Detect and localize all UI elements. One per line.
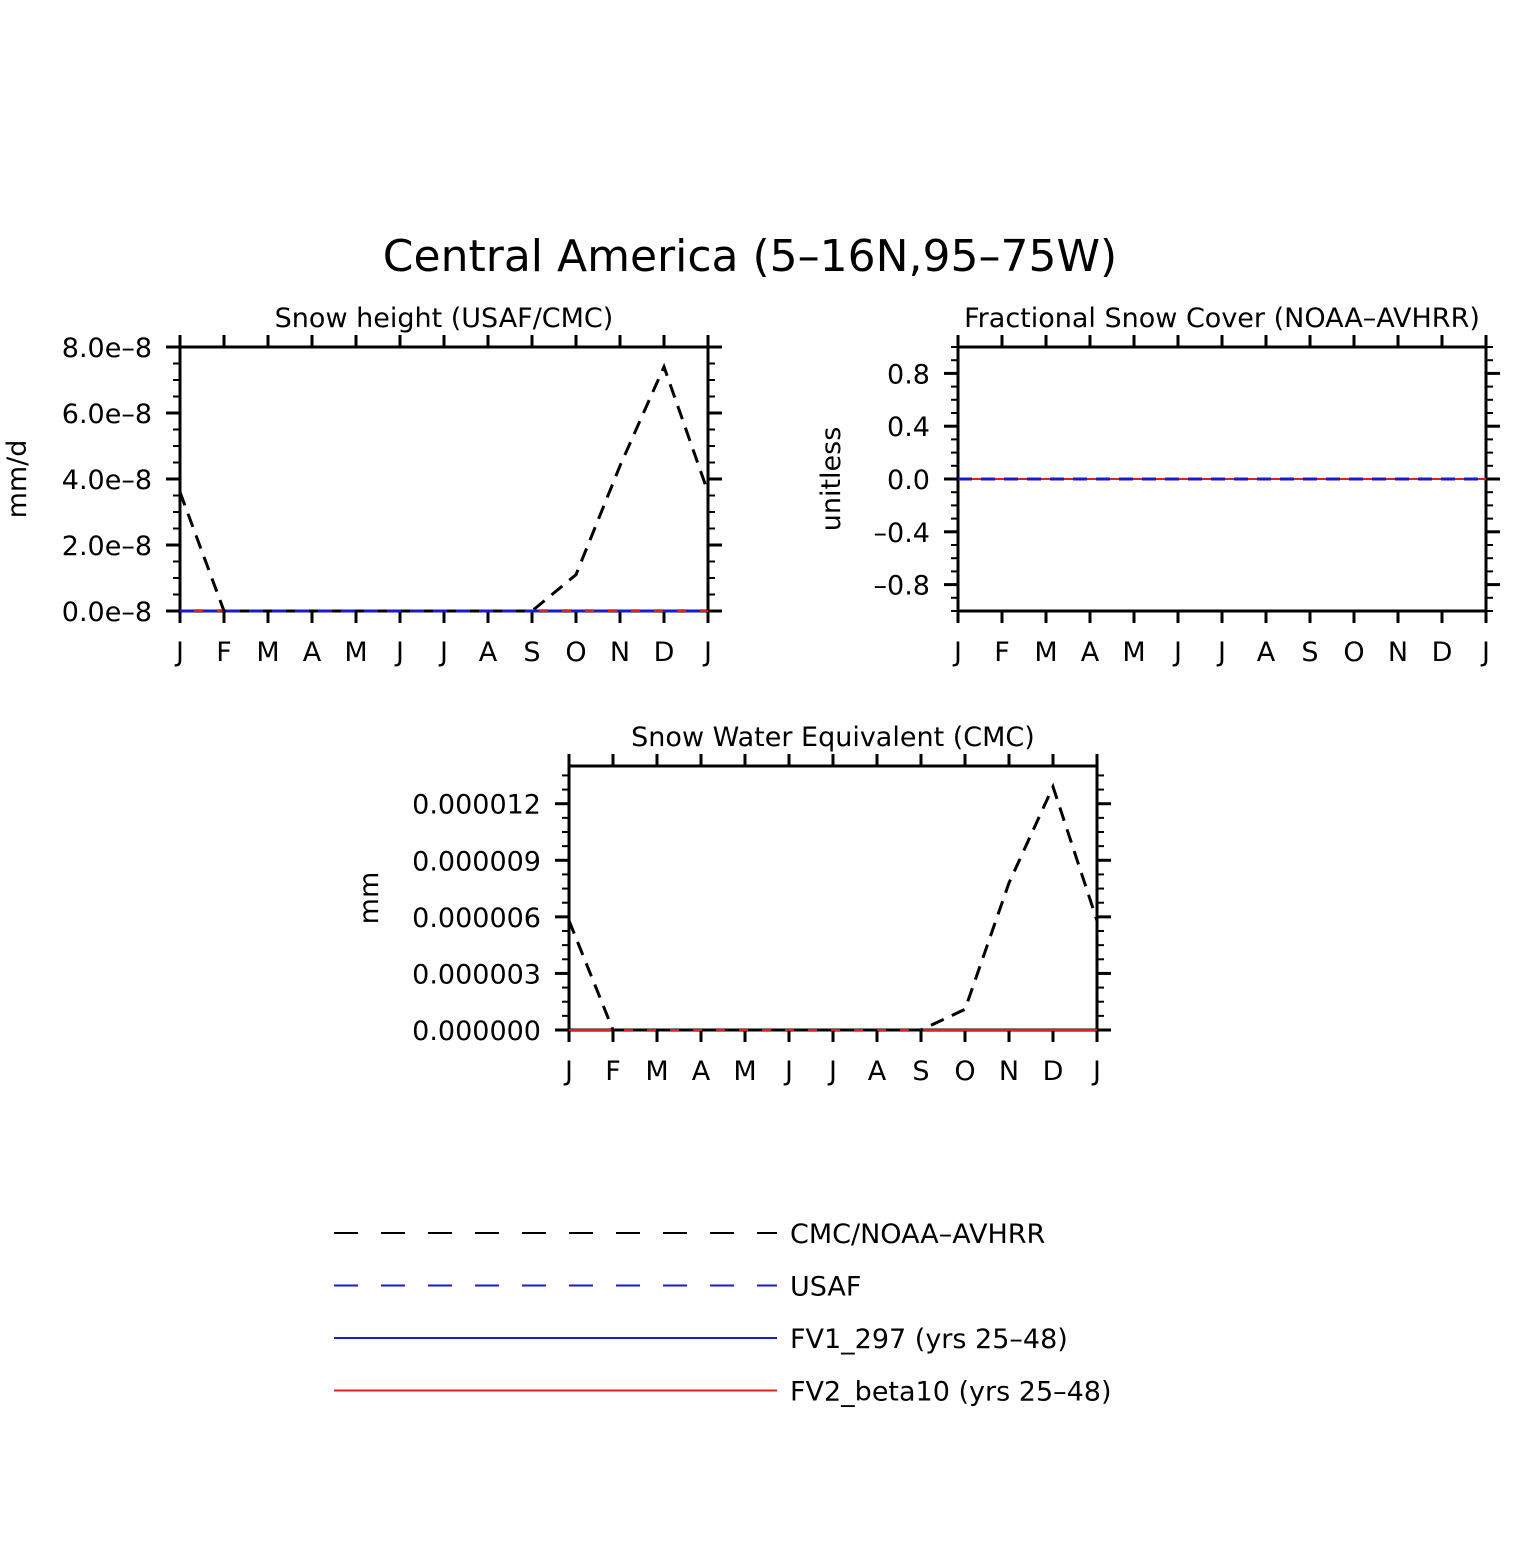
x-tick-label: J [1174, 637, 1182, 668]
y-tick-label: 0.000003 [412, 959, 541, 991]
x-tick-label: A [691, 1056, 711, 1087]
legend [334, 1219, 1112, 1408]
plot-frame [569, 766, 1097, 1030]
x-tick-label: O [954, 1056, 976, 1087]
y-tick-label: 4.0e–8 [61, 465, 152, 496]
legend-label: FV1_297 (yrs 25–48) [790, 1324, 1068, 1355]
x-tick-label: A [1080, 637, 1100, 668]
x-tick-label: J [954, 637, 962, 668]
y-tick-label: –0.4 [873, 517, 930, 549]
x-tick-label: F [605, 1056, 621, 1087]
legend-item [334, 1324, 1068, 1355]
x-tick-label: O [565, 637, 587, 668]
x-tick-label: N [609, 637, 631, 668]
x-tick-label: M [344, 637, 368, 668]
x-tick-label: S [912, 1056, 930, 1087]
x-tick-label: M [1122, 637, 1146, 668]
x-tick-label: D [1431, 637, 1453, 668]
x-tick-label: J [1482, 637, 1490, 668]
y-tick-label: 0.000012 [412, 789, 541, 821]
x-tick-label: N [1387, 637, 1409, 668]
x-tick-label: M [645, 1056, 669, 1087]
legend-label: FV2_beta10 (yrs 25–48) [790, 1376, 1112, 1408]
y-tick-label: 6.0e–8 [61, 399, 152, 430]
y-tick-label: 0.8 [887, 359, 930, 391]
legend-label: CMC/NOAA–AVHRR [790, 1219, 1046, 1250]
x-tick-label: M [1034, 637, 1058, 668]
figure-title: Central America (5–16N,95–75W) [382, 231, 1118, 282]
x-tick-label: J [396, 637, 404, 668]
x-tick-label: N [998, 1056, 1020, 1087]
series-line-cmc-noaa-avhrr [569, 787, 1097, 1030]
panel-title: Snow Water Equivalent (CMC) [631, 722, 1035, 753]
x-tick-label: A [1256, 637, 1276, 668]
y-tick-label: –0.8 [873, 570, 930, 602]
y-tick-label: 0.000009 [412, 846, 541, 878]
y-axis-label: unitless [816, 426, 847, 532]
x-tick-label: A [867, 1056, 887, 1087]
x-tick-label: O [1343, 637, 1365, 668]
x-tick-label: F [994, 637, 1010, 668]
x-tick-label: J [1218, 637, 1226, 668]
x-tick-label: M [256, 637, 280, 668]
x-tick-label: J [704, 637, 712, 668]
x-tick-label: S [523, 637, 541, 668]
x-tick-label: J [176, 637, 184, 668]
y-tick-label: 8.0e–8 [61, 333, 152, 364]
x-tick-label: A [302, 637, 322, 668]
y-tick-label: 0.0 [887, 465, 930, 496]
legend-item [334, 1272, 861, 1303]
chart-panel-1 [2, 303, 722, 668]
y-axis-label: mm [354, 871, 385, 925]
legend-item [334, 1219, 1045, 1250]
x-tick-label: F [216, 637, 232, 668]
y-axis-label: mm/d [2, 439, 33, 519]
series-line-cmc-noaa-avhrr [180, 367, 708, 611]
x-tick-label: J [1093, 1056, 1101, 1087]
x-tick-label: A [478, 637, 498, 668]
legend-item [334, 1377, 1112, 1408]
legend-label: USAF [790, 1271, 862, 1303]
chart-panel-2 [816, 303, 1500, 668]
panel-title: Fractional Snow Cover (NOAA–AVHRR) [964, 303, 1480, 334]
x-tick-label: J [565, 1056, 573, 1087]
plot-frame [180, 347, 708, 611]
x-tick-label: J [440, 637, 448, 668]
panels [2, 303, 1500, 1087]
x-tick-label: J [829, 1056, 837, 1087]
y-tick-label: 0.000006 [412, 902, 541, 934]
x-tick-label: J [785, 1056, 793, 1087]
y-tick-label: 0.4 [887, 412, 930, 444]
x-tick-label: M [733, 1056, 757, 1087]
y-tick-label: 0.000000 [412, 1016, 541, 1047]
y-tick-label: 0.0e–8 [61, 597, 152, 628]
x-tick-label: D [653, 637, 675, 668]
y-tick-label: 2.0e–8 [61, 531, 152, 562]
panel-title: Snow height (USAF/CMC) [274, 303, 614, 334]
x-tick-label: S [1301, 637, 1319, 668]
x-tick-label: D [1042, 1056, 1064, 1087]
chart-panel-3 [354, 722, 1111, 1087]
